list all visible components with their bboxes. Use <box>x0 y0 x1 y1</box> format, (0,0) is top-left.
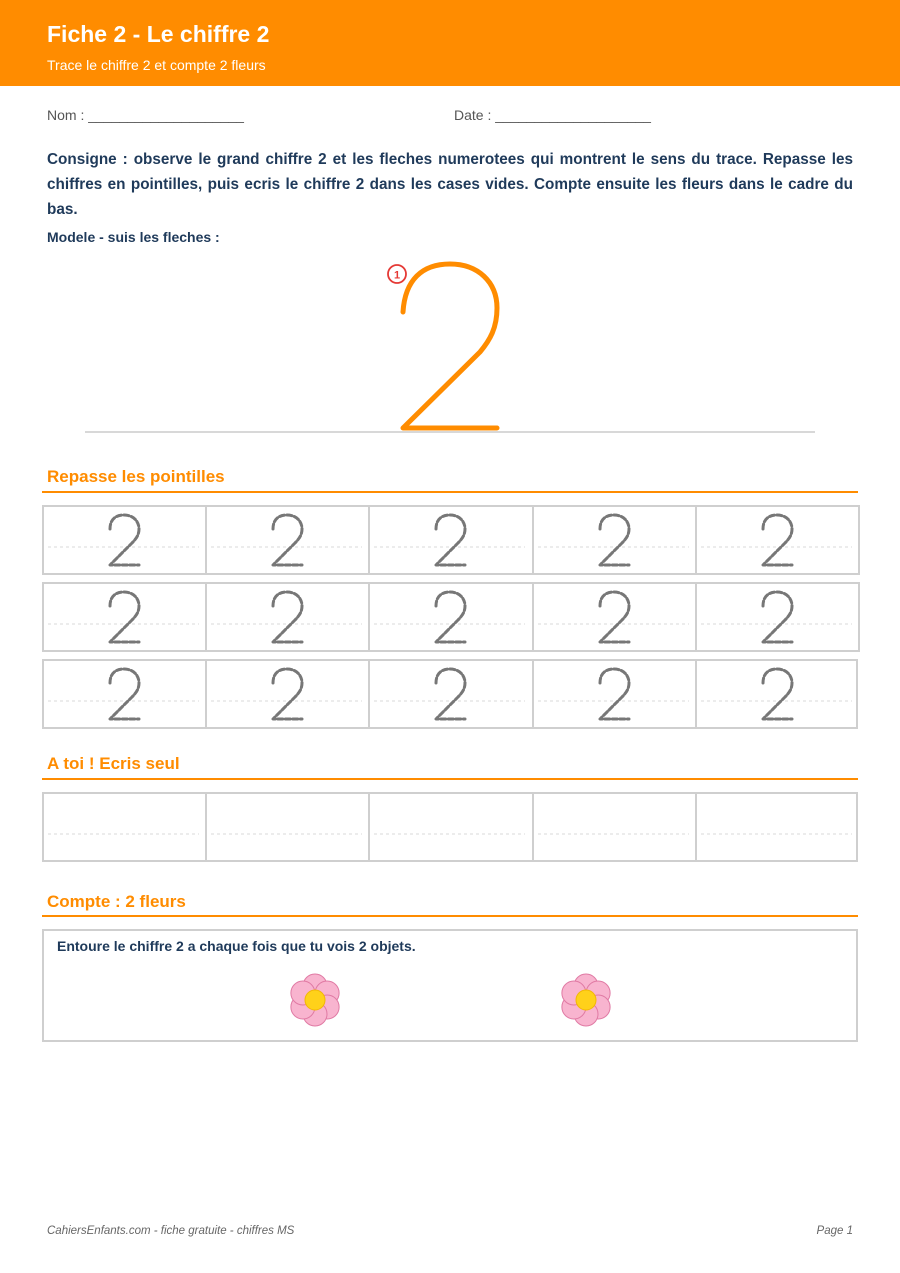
footer-credit: CahiersEnfants.com - fiche gratuite - chiffres MS <box>47 1225 295 1237</box>
count-instruction: Entoure le chiffre 2 a chaque fois que tu vois 2 objets. <box>57 938 416 954</box>
write-cell[interactable] <box>205 792 370 862</box>
trace-cell[interactable] <box>205 582 370 652</box>
trace-cell[interactable] <box>368 582 533 652</box>
dotted-digit <box>273 669 302 719</box>
page-subtitle: Trace le chiffre 2 et compte 2 fleurs <box>47 57 266 73</box>
write-cell[interactable] <box>695 792 858 862</box>
page-header <box>0 0 900 86</box>
trace-section-rule <box>42 491 858 493</box>
dotted-digit <box>600 515 629 565</box>
trace-cell[interactable] <box>368 505 533 575</box>
dotted-digit <box>763 669 792 719</box>
count-section-rule <box>42 915 858 917</box>
dotted-digit <box>600 669 629 719</box>
trace-cell[interactable] <box>368 659 533 729</box>
count-section-title: Compte : 2 fleurs <box>47 892 186 911</box>
trace-cell[interactable] <box>695 582 860 652</box>
flower-icon <box>551 965 621 1035</box>
date-field[interactable]: Date : ____________________ <box>454 107 651 123</box>
trace-grid <box>42 505 858 729</box>
instructions-text: Consigne : observe le grand chiffre 2 et les fleches numerotees qui montrent le sens du trace. Repasse les chiffres en pointilles, puis ecris le chiffre 2 dans les cases vides. Compte ensuite les fleurs dans le cadre du bas. <box>47 151 853 218</box>
dotted-digit <box>436 669 465 719</box>
trace-cell[interactable] <box>532 505 697 575</box>
trace-cell[interactable] <box>532 659 697 729</box>
trace-section-title: Repasse les pointilles <box>47 467 225 486</box>
model-label: Modele - suis les fleches : <box>47 229 220 245</box>
trace-cell[interactable] <box>42 659 207 729</box>
dotted-digit <box>110 515 139 565</box>
dotted-digit <box>110 669 139 719</box>
dotted-digit <box>436 592 465 642</box>
model-digit-stroke <box>403 264 497 428</box>
write-grid <box>42 792 858 862</box>
dotted-digit <box>763 592 792 642</box>
dotted-digit <box>273 515 302 565</box>
trace-cell[interactable] <box>42 505 207 575</box>
flower-center <box>305 990 325 1010</box>
page-title: Fiche 2 - Le chiffre 2 <box>47 21 270 47</box>
dotted-digit <box>110 592 139 642</box>
trace-cell[interactable] <box>695 505 860 575</box>
name-field[interactable]: Nom : ____________________ <box>47 107 244 123</box>
trace-cell[interactable] <box>695 659 858 729</box>
write-section-title: A toi ! Ecris seul <box>47 754 180 773</box>
write-cell[interactable] <box>532 792 697 862</box>
trace-cell[interactable] <box>205 505 370 575</box>
page-number: Page 1 <box>816 1225 853 1237</box>
write-section-rule <box>42 778 858 780</box>
flower-center <box>576 990 596 1010</box>
count-box <box>42 929 858 1042</box>
dotted-digit <box>763 515 792 565</box>
dotted-digit <box>273 592 302 642</box>
write-cell[interactable] <box>42 792 207 862</box>
flower-icon <box>280 965 350 1035</box>
trace-cell[interactable] <box>205 659 370 729</box>
dotted-digit <box>600 592 629 642</box>
stroke-number: 1 <box>393 269 401 282</box>
trace-cell[interactable] <box>42 582 207 652</box>
dotted-digit <box>436 515 465 565</box>
trace-cell[interactable] <box>532 582 697 652</box>
model-digit <box>0 250 900 440</box>
write-cell[interactable] <box>368 792 533 862</box>
